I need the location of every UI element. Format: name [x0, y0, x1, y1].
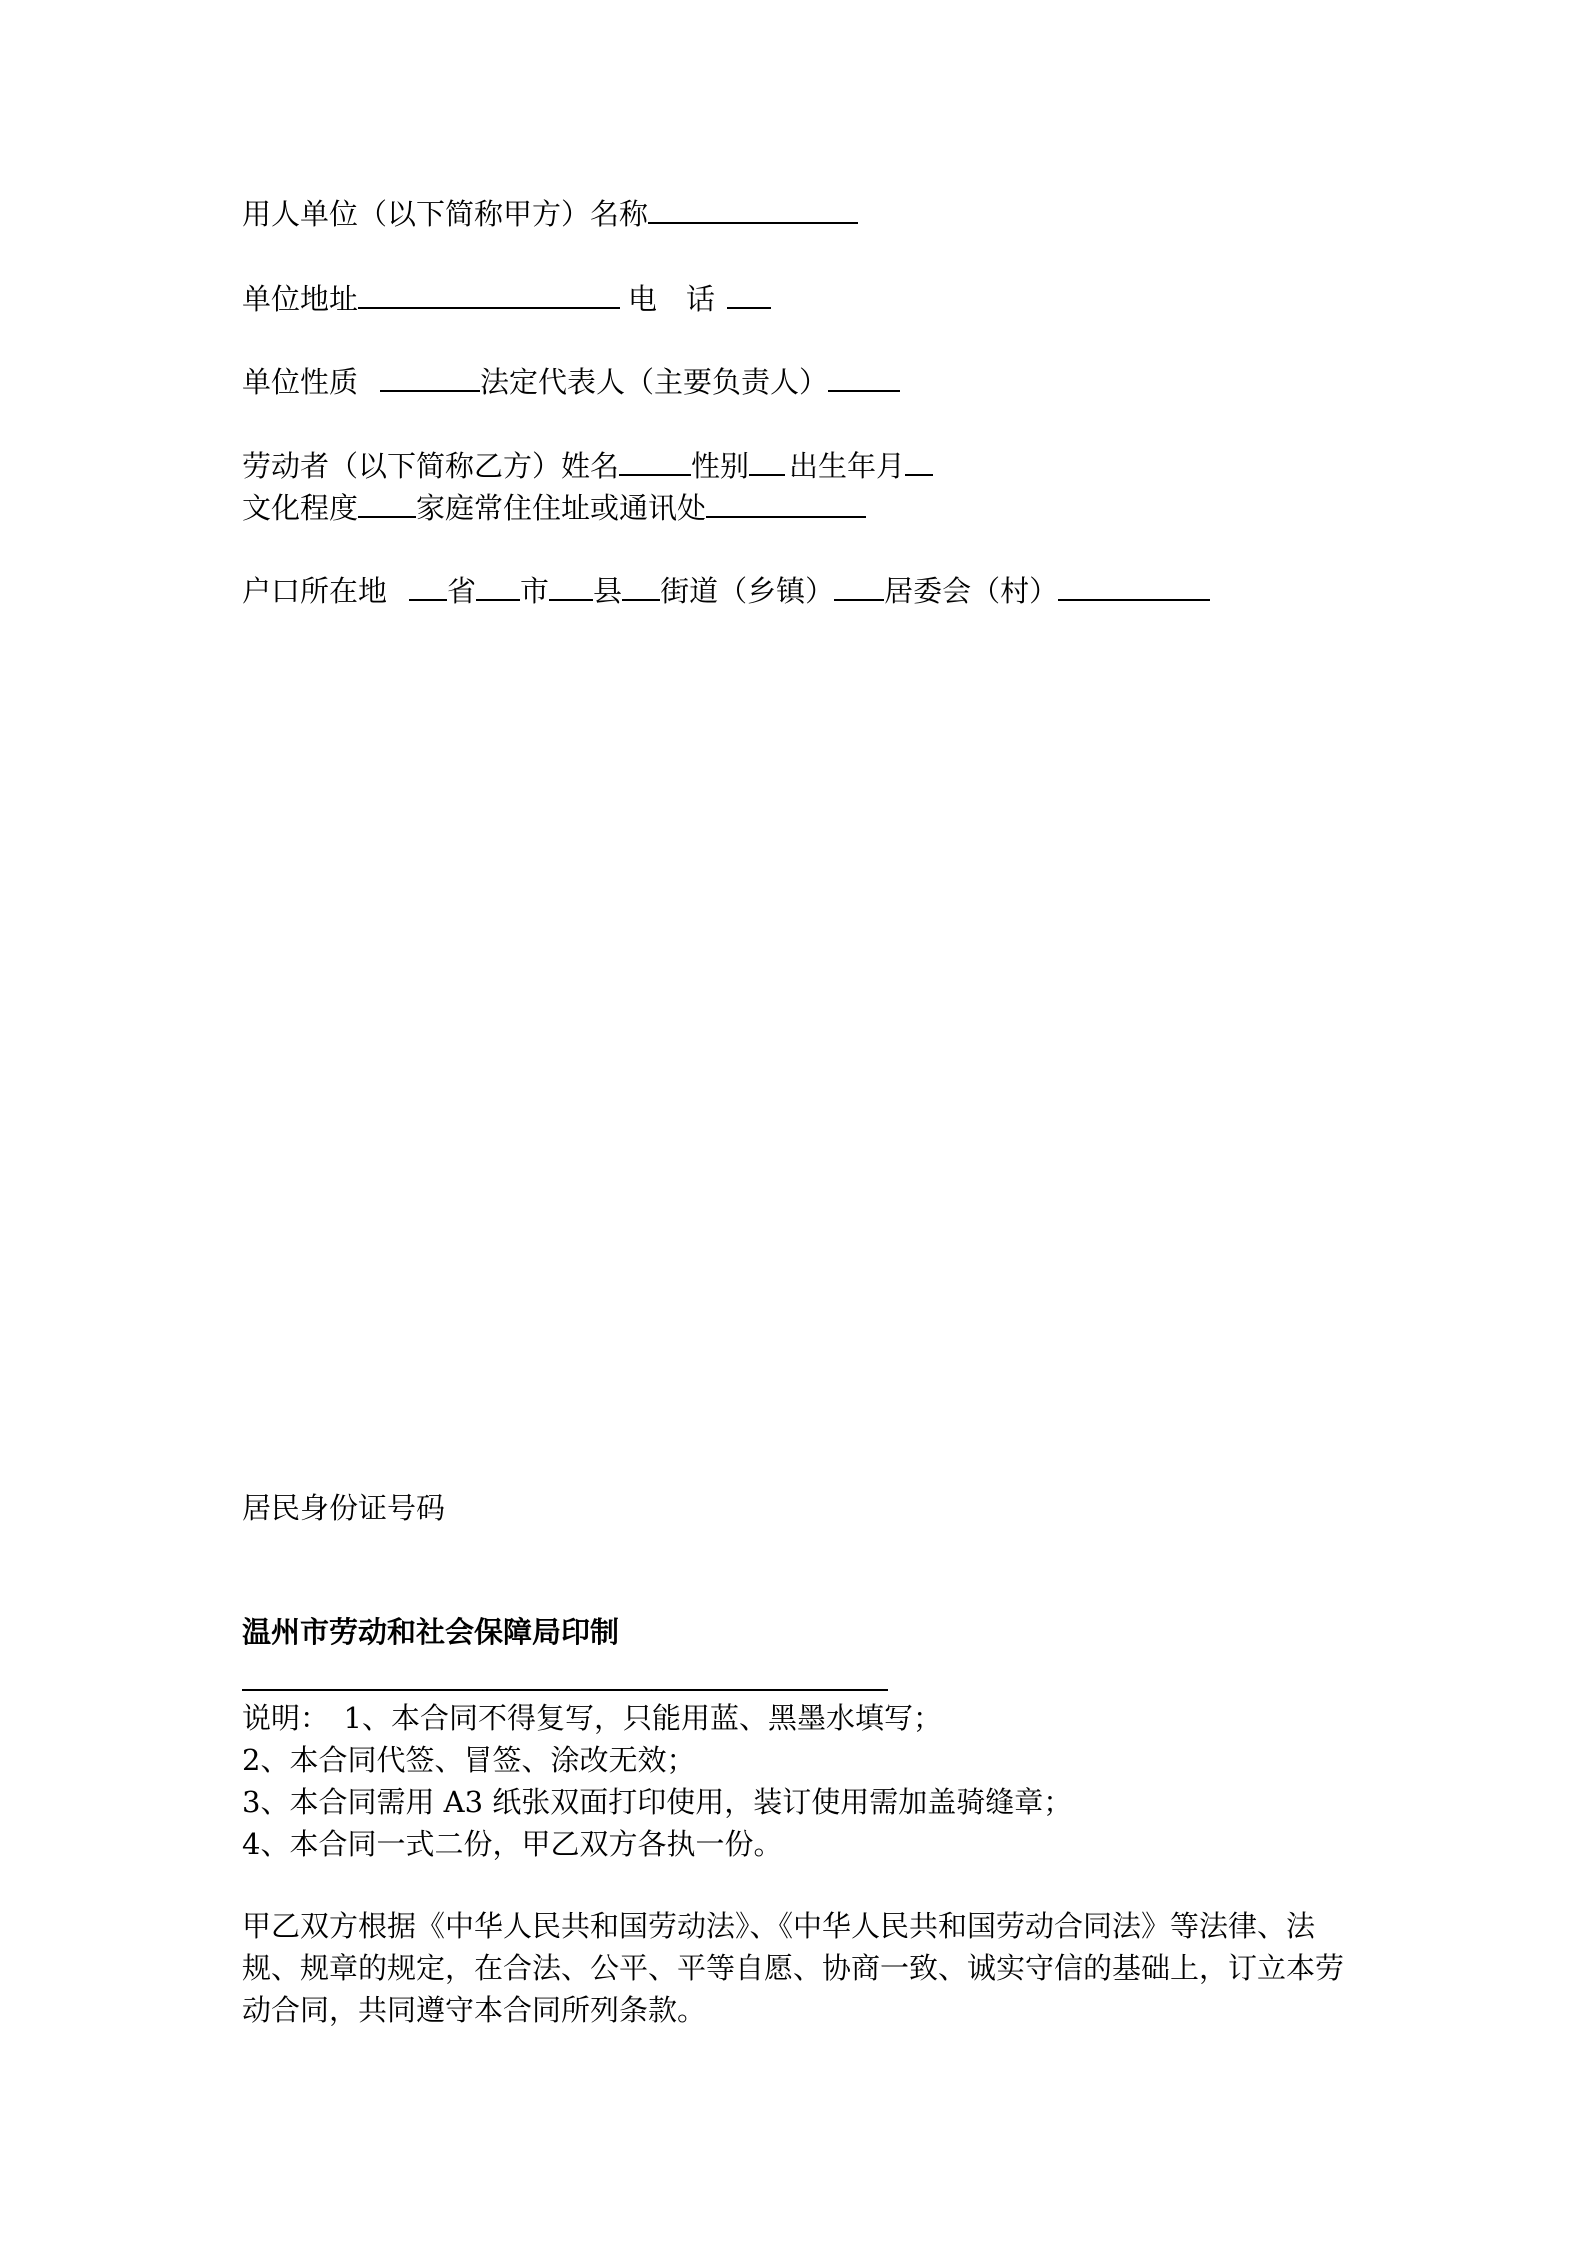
gender-blank[interactable]	[749, 448, 785, 476]
committee-label: 居委会（村）	[884, 574, 1059, 608]
county-blank[interactable]	[549, 573, 593, 601]
nature-row	[242, 364, 900, 400]
issuer-text: 温州市劳动和社会保障局印制	[242, 1615, 620, 1649]
employer-name-blank[interactable]	[648, 196, 858, 224]
worker-name-label: 劳动者（以下简称乙方）姓名	[242, 449, 620, 483]
village-blank[interactable]	[1058, 573, 1210, 601]
birth-blank[interactable]	[905, 448, 933, 476]
nature-label: 单位性质	[242, 365, 359, 399]
note-3: 3、本合同需用 A3 纸张双面打印使用，装订使用需加盖骑缝章；	[242, 1785, 1073, 1819]
note-4: 4、本合同一式二份，甲乙双方各执一份。	[242, 1827, 783, 1861]
note-2: 2、本合同代签、冒签、涂改无效；	[242, 1743, 696, 1777]
address-row	[242, 281, 771, 317]
address-blank[interactable]	[358, 281, 620, 309]
id-number-label: 居民身份证号码	[242, 1491, 446, 1525]
birth-label: 出生年月	[789, 449, 906, 483]
province-label: 省	[447, 574, 477, 608]
county-label: 县	[593, 574, 623, 608]
issuer-line	[242, 1614, 619, 1650]
address-label: 单位地址	[242, 282, 359, 316]
home-address-blank[interactable]	[706, 490, 866, 518]
education-blank[interactable]	[358, 490, 416, 518]
city-blank[interactable]	[476, 573, 520, 601]
hukou-label: 户口所在地	[242, 574, 388, 608]
nature-blank[interactable]	[380, 364, 480, 392]
worker-name-blank[interactable]	[619, 448, 691, 476]
employer-name-label: 用人单位（以下简称甲方）名称	[242, 197, 649, 231]
legal-rep-label: 法定代表人（主要负责人）	[480, 365, 829, 399]
education-label: 文化程度	[242, 491, 359, 525]
home-address-label: 家庭常住住址或通讯处	[416, 491, 707, 525]
phone-blank[interactable]	[727, 281, 771, 309]
id-number-row	[242, 1490, 445, 1526]
worker-name-row	[242, 448, 933, 484]
city-label: 市	[520, 574, 550, 608]
province-blank[interactable]	[409, 573, 447, 601]
legal-rep-blank[interactable]	[828, 364, 900, 392]
gender-label: 性别	[691, 449, 750, 483]
note-1: 说明： 1、本合同不得复写，只能用蓝、黑墨水填写；	[242, 1701, 942, 1735]
street-blank[interactable]	[622, 573, 660, 601]
divider-rule	[242, 1689, 888, 1691]
phone-label: 电 话	[628, 282, 716, 316]
education-row	[242, 490, 866, 526]
street-label: 街道（乡镇）	[660, 574, 835, 608]
committee-blank[interactable]	[834, 573, 884, 601]
hukou-row	[242, 573, 1210, 609]
employer-name-row	[242, 196, 858, 232]
preamble-paragraph: 甲乙双方根据《中华人民共和国劳动法》、《中华人民共和国劳动合同法》等法律、法规、规章的规定，在合法、公平、平等自愿、协商一致、诚实守信的基础上，订立本劳动合同，共同遵守本合同所列条款。	[242, 1909, 1345, 2027]
